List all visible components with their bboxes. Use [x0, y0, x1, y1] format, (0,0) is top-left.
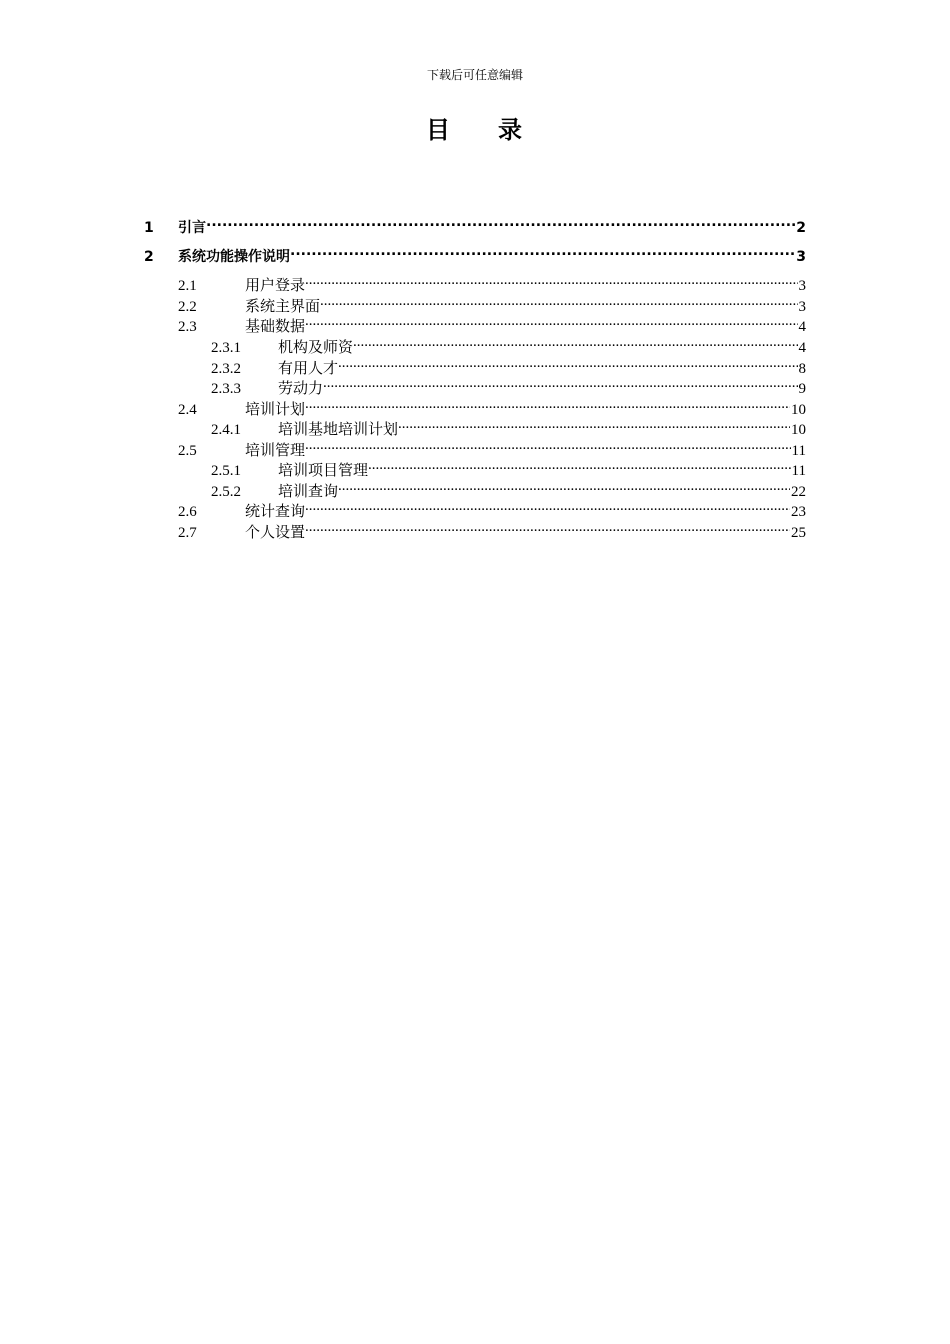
toc-leader-dots — [338, 476, 790, 496]
toc-entry-page: 11 — [791, 443, 806, 459]
toc-entry[interactable] — [178, 270, 806, 294]
toc-title — [0, 114, 950, 148]
toc-entry[interactable] — [178, 311, 806, 335]
toc-leader-dots — [305, 517, 790, 537]
toc-entry-number: 2.5.1 — [211, 463, 241, 479]
toc-entry[interactable] — [211, 373, 806, 397]
toc-leader-dots — [368, 455, 791, 475]
toc-entry-page: 23 — [791, 504, 806, 520]
toc-entry-number: 2.3.2 — [211, 361, 241, 377]
toc-entry-number: 2 — [144, 249, 154, 265]
toc-leader-dots — [353, 332, 797, 352]
page-header: 下载后可任意编辑 — [426, 68, 523, 82]
toc-title-left: 目 — [426, 118, 452, 144]
toc-leader-dots — [323, 373, 797, 393]
toc-entry-page: 3 — [796, 249, 806, 265]
toc-entry-label: 培训项目管理 — [278, 463, 369, 479]
toc-entry[interactable] — [178, 517, 806, 541]
toc-entry-number: 2.4.1 — [211, 422, 241, 438]
toc-entry[interactable] — [178, 435, 806, 459]
toc-leader-dots — [305, 270, 797, 290]
toc-entry[interactable] — [144, 212, 806, 236]
toc-entry-number: 2.5 — [178, 443, 197, 459]
toc-entry[interactable] — [211, 476, 806, 500]
toc-entry[interactable] — [211, 414, 806, 438]
toc-entry[interactable] — [211, 455, 806, 479]
toc-entry-label: 系统功能操作说明 — [178, 249, 290, 265]
toc-entry-page: 9 — [798, 381, 806, 397]
toc-leader-dots — [398, 414, 790, 434]
toc-entry-page: 2 — [796, 220, 806, 236]
toc-entry-page: 25 — [791, 525, 806, 541]
toc-entry-label: 机构及师资 — [278, 340, 354, 356]
toc-leader-dots — [206, 212, 795, 232]
toc-entry-label: 系统主界面 — [245, 299, 321, 315]
toc-leader-dots — [290, 241, 795, 261]
toc-entry-page: 3 — [798, 299, 806, 315]
toc-entry-number: 2.7 — [178, 525, 197, 541]
toc-entry-label: 有用人才 — [278, 361, 339, 377]
toc-entry-number: 1 — [144, 220, 154, 236]
toc-entry-page: 22 — [791, 484, 806, 500]
toc-entry-label: 基础数据 — [245, 319, 306, 335]
toc-entry-label: 培训查询 — [278, 484, 339, 500]
toc-leader-dots — [305, 394, 790, 414]
toc-entry-number: 2.4 — [178, 402, 197, 418]
toc-title-right: 录 — [498, 118, 524, 144]
toc-entry-page: 4 — [798, 340, 806, 356]
toc-entry[interactable] — [178, 496, 806, 520]
toc-leader-dots — [338, 353, 797, 373]
toc-entry-label: 劳动力 — [278, 381, 324, 397]
toc-leader-dots — [305, 496, 790, 516]
toc-entry[interactable] — [178, 394, 806, 418]
toc-leader-dots — [320, 291, 797, 311]
toc-entry-label: 用户登录 — [245, 278, 306, 294]
toc-entry[interactable] — [211, 353, 806, 377]
toc-entry[interactable] — [211, 332, 806, 356]
toc-entry-number: 2.2 — [178, 299, 197, 315]
toc-entry-page: 4 — [798, 319, 806, 335]
toc-entry[interactable] — [144, 241, 806, 265]
toc-entry-page: 3 — [798, 278, 806, 294]
toc-entry-label: 个人设置 — [245, 525, 306, 541]
toc-leader-dots — [305, 311, 797, 331]
toc-entry-page: 8 — [798, 361, 806, 377]
toc-entry-number: 2.1 — [178, 278, 197, 294]
toc-entry-page: 10 — [791, 402, 806, 418]
toc-entry[interactable] — [178, 291, 806, 315]
toc-entry-number: 2.5.2 — [211, 484, 241, 500]
toc-entry-number: 2.3 — [178, 319, 197, 335]
toc-entry-page: 10 — [791, 422, 806, 438]
toc-entry-number: 2.3.1 — [211, 340, 241, 356]
toc-entry-label: 引言 — [178, 220, 206, 236]
toc-entry-label: 培训基地培训计划 — [278, 422, 399, 438]
toc-entry-page: 11 — [791, 463, 806, 479]
toc-entry-number: 2.3.3 — [211, 381, 241, 397]
toc-entry-label: 培训计划 — [245, 402, 306, 418]
toc-entry-label: 培训管理 — [245, 443, 306, 459]
toc-entry-label: 统计查询 — [245, 504, 306, 520]
toc-leader-dots — [305, 435, 791, 455]
toc-entry-number: 2.6 — [178, 504, 197, 520]
